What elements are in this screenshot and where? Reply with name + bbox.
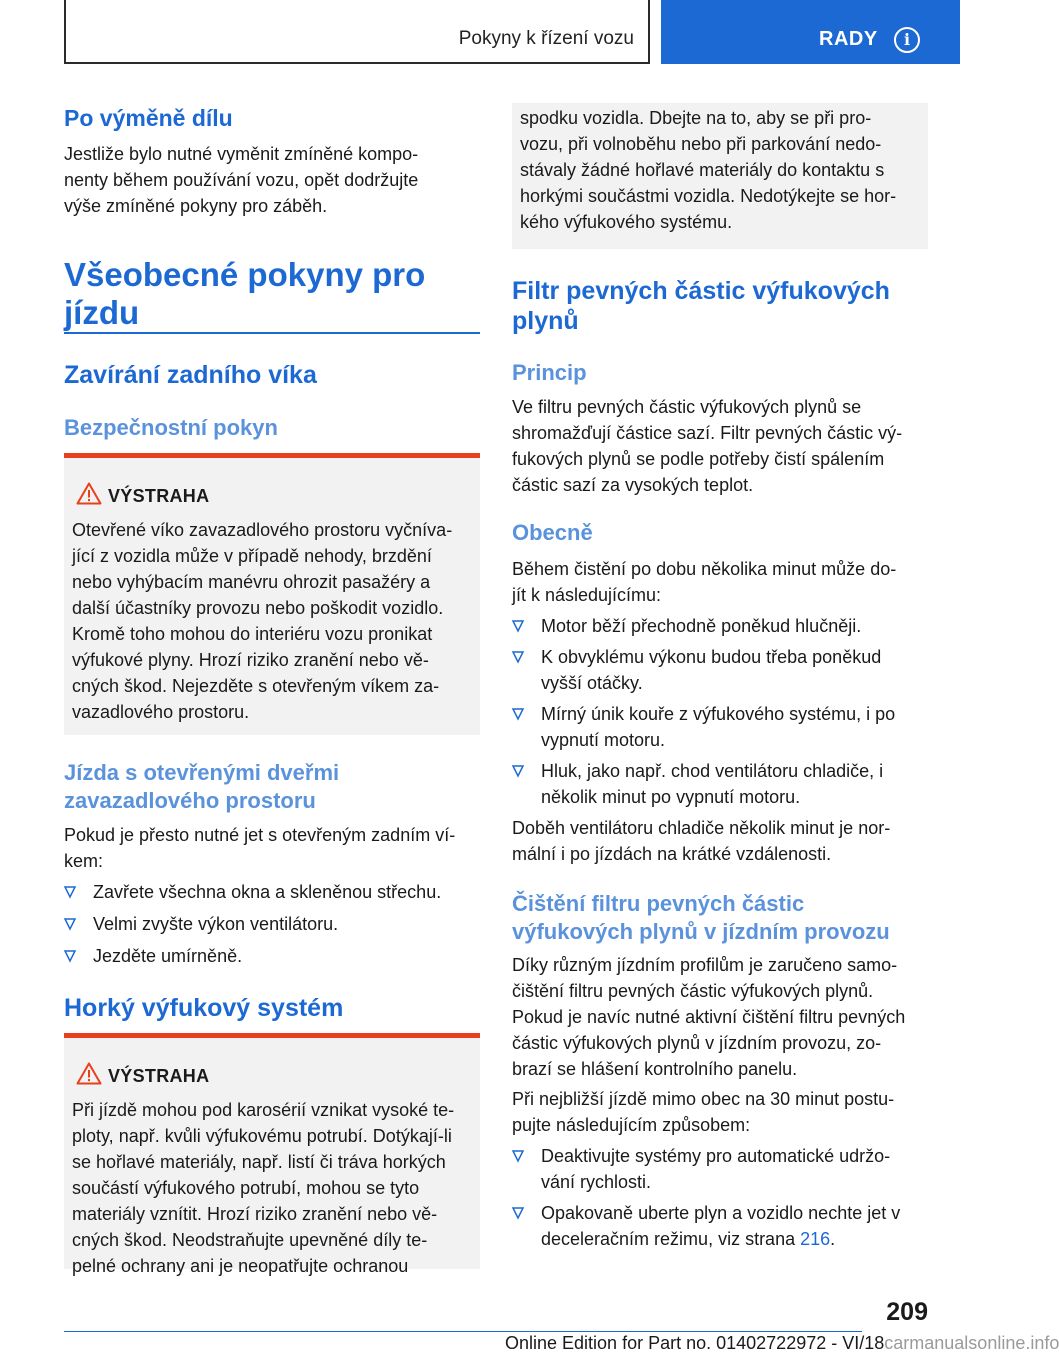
filter-cleaning-text: Díky různým jízdním profilům je zaručeno samo- čištění filtru pevných částic výfukových plynů. Pokud je navíc nutné aktivní čištění filtru pevných částic výfukových plynů v jízdním provozu, zo- brazí se hlášení kontrolního panelu. [512,955,906,1079]
tab-rady-label: RADY [819,28,878,50]
list-item: Opakovaně uberte plyn a vozidlo nechte jet v deceleračním režimu, viz strana 216. [512,1200,928,1252]
warning-triangle-icon [76,1062,102,1085]
section-after-replacement-title: Po výměně dílu [64,105,233,131]
section-after-replacement-text: Jestliže bylo nutné vyměnit zmíněné kompo- nenty během používání vozu, opět dodržujte výše zmíněné pokyny pro záběh. [64,144,419,216]
principle-text: Ve filtru pevných částic výfukových plynů se shromažďují částice sazí. Filtr pevných částic vý- fukových plynů se podle potřeby čistí spálením částic sazí za vysokých teplot. [512,397,903,495]
bullet-triangle-icon [512,708,524,720]
title-underline [64,332,480,334]
bullet-triangle-icon [512,1150,524,1162]
safety-note-title: Bezpečnostní pokyn [64,415,278,440]
filter-cleaning-title: Čištění filtru pevných částic výfukových plynů v jízdním provozu [512,891,890,944]
bullet-triangle-icon [64,950,76,962]
bullet-triangle-icon [512,620,524,632]
bullet-triangle-icon [512,765,524,777]
general-title: Obecně [512,520,593,545]
warning-triangle-icon [76,482,102,505]
bullet-triangle-icon [512,1207,524,1219]
chapter-title: Pokyny k řízení vozu [458,28,634,49]
particle-filter-title: Filtr pevných částic výfukových plynů [512,277,890,335]
warning-text: Otevřené víko zavazadlového prostoru vyčníva- jící z vozidla může v případě nehody, brzdění nebo vyhýbacím manévru ohrozit pasažéry a další účastníky provozu nebo poškodit vozidlo. Kromě toho mohou do interiéru vozu pronikat výfukové plyny. Hrozí riziko zranění nebo vě- cných škod. Nejezděte s otevřeným víkem za- vazadlového prostoru. [72,520,453,722]
warning-text: Při jízdě mohou pod karosérií vznikat vysoké te- ploty, např. kvůli výfukovému potrubí. Dotýkají-li se hořlavé materiály, např. listí či tráva horkých součástí výfukového potrubí, mohou se tyto materiály vznítit. Hrozí riziko zranění nebo vě- cných škod. Neodstraňujte upevněné díly te- pelné ochrany ani je neopatřujte ochranou [72,1100,455,1276]
warning-label: VÝSTRAHA [108,486,210,506]
warning-box-exhaust [64,1033,480,1276]
bullet-triangle-icon [512,651,524,663]
list-item: Deaktivujte systémy pro automatické udržo- vání rychlosti. [512,1143,928,1195]
footer-edition: Online Edition for Part no. 01402722972 - VI/18carmanualsonline.info [505,1333,1059,1353]
page-number: 209 [886,1298,928,1326]
bullet-triangle-icon [64,886,76,898]
list-item: Hluk, jako např. chod ventilátoru chladiče, i několik minut po vypnutí motoru. [512,758,928,810]
page-reference-link[interactable]: 216 [800,1229,831,1249]
fan-afterrun-text: Doběh ventilátoru chladiče několik minut je nor- mální i po jízdách na krátké vzdálenosti. [512,818,891,864]
footer-divider [64,1331,862,1332]
watermark: carmanualsonline.info [884,1333,1059,1353]
general-text: Během čistění po dobu několika minut může do- jít k následujícímu: [512,559,897,605]
principle-title: Princip [512,360,587,385]
driving-open-trunk-text: Pokud je přesto nutné jet s otevřeným zadním ví- kem: [64,825,456,871]
warning-label: VÝSTRAHA [108,1066,210,1086]
warning-continuation: spodku vozidla. Dbejte na to, aby se při pro- vozu, při volnoběhu nebo při parkování nedo- stávaly žádné hořlavé materiály do kontaktu s horkými součástmi vozidla. Nedotýkejte se hor- kého výfukového systému. [512,103,928,249]
driving-open-trunk-title: Jízda s otevřenými dveřmi zavazadlového prostoru [64,760,340,813]
list-item: Jezděte umírněně. [64,943,480,969]
tab-rady[interactable] [661,0,960,64]
hot-exhaust-title: Horký výfukový systém [64,994,344,1022]
main-section-title: Všeobecné pokyny pro jízdu [64,256,426,331]
info-icon: i [894,27,920,53]
bullet-triangle-icon [64,918,76,930]
list-item: Motor běží přechodně poněkud hlučněji. [512,613,928,639]
list-item: Zavřete všechna okna a skleněnou střechu. [64,879,480,905]
list-item: Mírný únik kouře z výfukového systému, i po vypnutí motoru. [512,701,928,753]
list-item: K obvyklému výkonu budou třeba poněkud vyšší otáčky. [512,644,928,696]
next-trip-text: Při nejbližší jízdě mimo obec na 30 minut postu- pujte následujícím způsobem: [512,1089,895,1135]
header-frame [64,0,650,64]
warning-box-tailgate [64,453,480,735]
list-item: Velmi zvyšte výkon ventilátoru. [64,911,480,937]
closing-tailgate-title: Zavírání zadního víka [64,361,317,389]
